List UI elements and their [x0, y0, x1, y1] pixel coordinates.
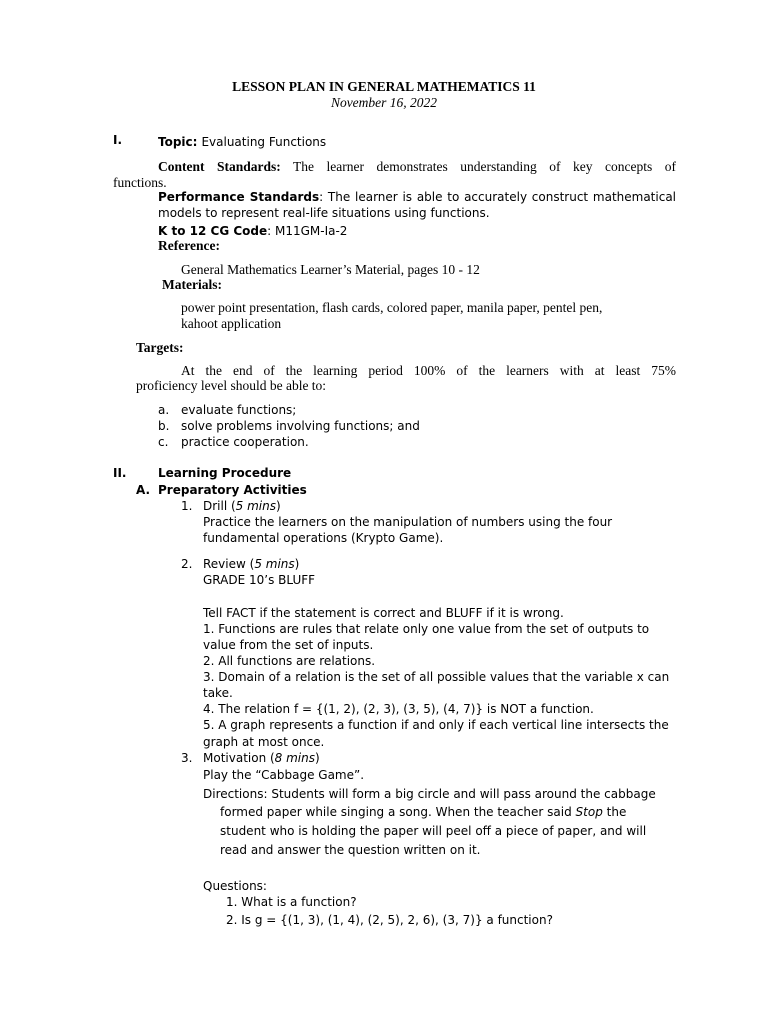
cg-code-value: : M11GM-Ia-2 — [267, 224, 348, 238]
target-item-b-marker: b. — [158, 419, 170, 433]
review-statement-3-line2: take. — [203, 686, 233, 700]
drill-time: 5 mins — [235, 499, 277, 513]
review-heading — [203, 557, 299, 571]
directions-line2-pre: formed paper while singing a song. When the teacher said — [220, 805, 576, 819]
materials-label: Materials: — [162, 277, 222, 292]
target-item-b: solve problems involving functions; and — [181, 419, 420, 433]
subsection-a-marker: A. — [136, 483, 151, 497]
reference-label: Reference: — [158, 238, 220, 253]
targets-label: Targets: — [136, 340, 184, 355]
motivation-time: 8 mins — [274, 751, 316, 765]
target-item-a-marker: a. — [158, 403, 170, 417]
review-close: ) — [294, 557, 300, 571]
targets-line1: At the end of the learning period 100% of the learners with at least 75% — [181, 363, 676, 378]
target-item-c: practice cooperation. — [181, 435, 309, 449]
topic-label: Topic: — [158, 135, 198, 149]
review-statement-5-line1: 5. A graph represents a function if and only if each vertical line intersects the — [203, 718, 669, 732]
drill-line1: Practice the learners on the manipulation of numbers using the four — [203, 515, 613, 529]
drill-heading — [203, 499, 281, 513]
cg-code-label: K to 12 CG Code — [158, 224, 268, 238]
drill-marker: 1. — [181, 499, 193, 513]
motivation-close: ) — [315, 751, 320, 765]
section-2-numeral: II. — [113, 466, 127, 480]
topic-line — [158, 133, 326, 151]
review-time: 5 mins — [254, 557, 295, 571]
subsection-a-title: Preparatory Activities — [158, 483, 307, 497]
topic-value: Evaluating Functions — [201, 135, 327, 149]
review-statement-1-line1: 1. Functions are rules that relate only one value from the set of outputs to — [203, 622, 650, 636]
review-label: Review ( — [203, 557, 255, 571]
materials-line1: power point presentation, flash cards, colored paper, manila paper, pentel pen, — [181, 300, 603, 315]
document-title: LESSON PLAN IN GENERAL MATHEMATICS 11 — [232, 79, 536, 94]
section-1-numeral: I. — [113, 133, 123, 147]
target-item-a: evaluate functions; — [181, 403, 297, 417]
motivation-game: Play the “Cabbage Game”. — [203, 768, 365, 782]
question-1: 1. What is a function? — [226, 895, 357, 909]
question-2: 2. Is g = {(1, 3), (1, 4), (2, 5), 2, 6), (3, 7)} a function? — [226, 913, 553, 927]
review-marker: 2. — [181, 557, 193, 571]
content-standards-line2: functions. — [113, 175, 167, 190]
motivation-heading — [203, 751, 320, 765]
content-standards-line1 — [158, 159, 676, 175]
review-instruction: Tell FACT if the statement is correct and BLUFF if it is wrong. — [203, 606, 564, 620]
review-statement-2: 2. All functions are relations. — [203, 654, 376, 668]
section-2-title: Learning Procedure — [158, 466, 292, 480]
motivation-marker: 3. — [181, 751, 193, 765]
review-statement-5-line2: graph at most once. — [203, 735, 325, 749]
document-date: November 16, 2022 — [330, 95, 438, 110]
questions-label: Questions: — [203, 879, 267, 893]
materials-line2: kahoot application — [181, 316, 282, 331]
performance-standards-text: : The learner is able to accurately construct mathematical — [319, 190, 677, 204]
targets-line2: proficiency level should be able to: — [136, 378, 327, 393]
performance-standards-label: Performance Standards — [158, 190, 320, 204]
content-standards-text: The learner demonstrates understanding of key concepts of — [293, 159, 676, 174]
directions-stop-word: Stop — [575, 805, 603, 819]
directions-line2-post: the — [602, 805, 627, 819]
directions-line1: Directions: Students will form a big circle and will pass around the cabbage — [203, 787, 656, 801]
content-standards-label: Content Standards: — [158, 159, 281, 174]
review-statement-3-line1: 3. Domain of a relation is the set of all possible values that the variable x can — [203, 670, 670, 684]
reference-value: General Mathematics Learner’s Material, pages 10 - 12 — [181, 262, 480, 277]
directions-line3: student who is holding the paper will peel off a piece of paper, and will — [220, 824, 647, 838]
directions-line4: read and answer the question written on it. — [220, 843, 481, 857]
target-item-c-marker: c. — [158, 435, 169, 449]
review-statement-1-line2: value from the set of inputs. — [203, 638, 374, 652]
performance-standards-line1 — [158, 190, 676, 204]
review-statement-4: 4. The relation f = {(1, 2), (2, 3), (3, 5), (4, 7)} is NOT a function. — [203, 702, 594, 716]
motivation-label: Motivation ( — [203, 751, 275, 765]
performance-standards-line2: models to represent real-life situations using functions. — [158, 206, 490, 220]
directions-line2 — [220, 805, 626, 819]
drill-label: Drill ( — [203, 499, 236, 513]
drill-close: ) — [276, 499, 281, 513]
review-subtitle: GRADE 10’s BLUFF — [203, 573, 316, 587]
drill-line2: fundamental operations (Krypto Game). — [203, 531, 444, 545]
